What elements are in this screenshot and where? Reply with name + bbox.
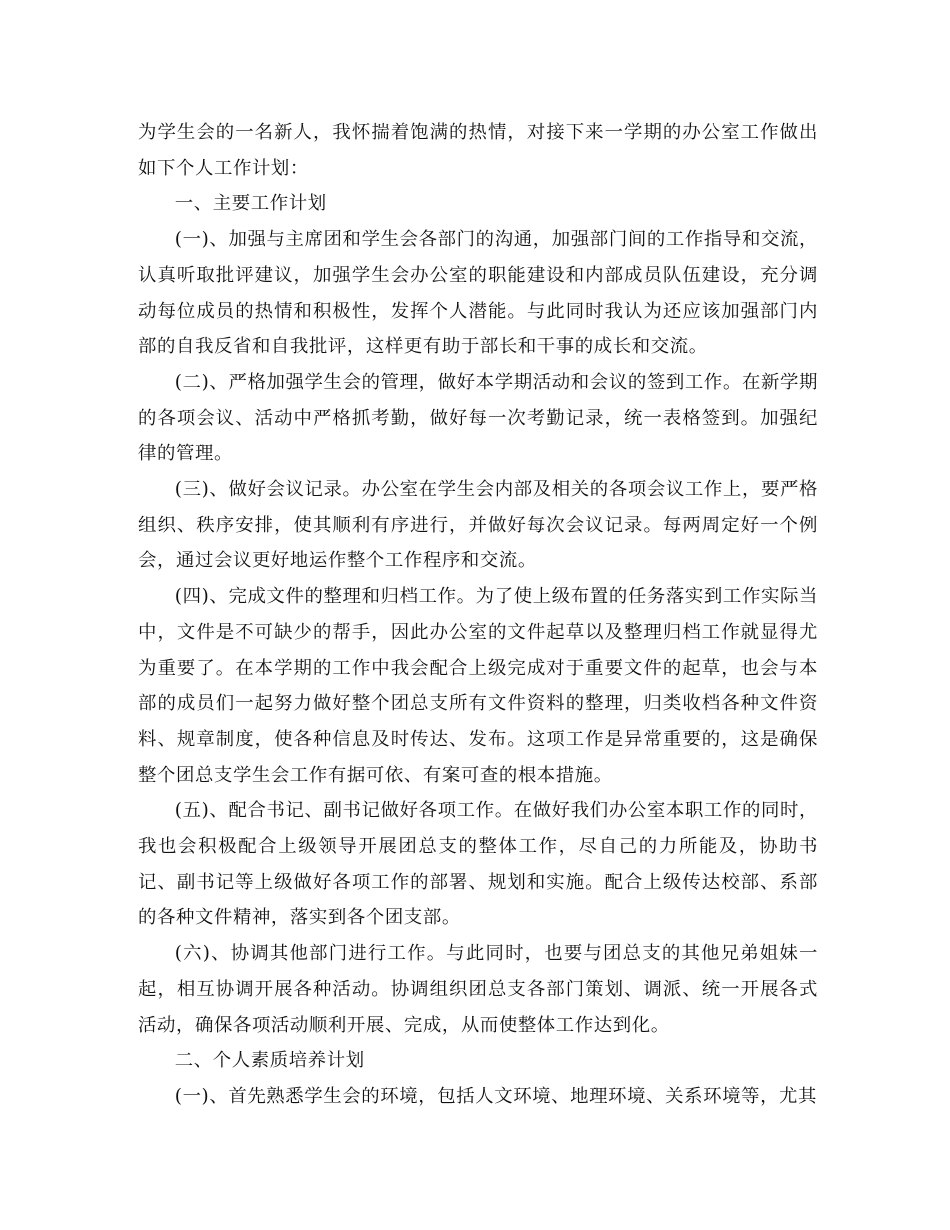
paragraph-item-4: (四)、完成文件的整理和归档工作。为了使上级布置的任务落实到工作实际当中，文件是不可缺少的帮手，因此办公室的文件起草以及整理归档工作就显得尤为重要了。在本学期的工作中我会配合上级完成对于重要文件的起草，也会与本部的成员们一起努力做好整个团总支所有文件资料的整理，归类收档各种文件资料、规章制度，使各种信息及时传达、发布。这项工作是异常重要的，这是确保整个团总支学生会工作有据可依、有案可查的根本措施。	[138, 586, 818, 786]
paragraph-item-5: (五)、配合书记、副书记做好各项工作。在做好我们办公室本职工作的同时，我也会积极配合上级领导开展团总支的整体工作，尽自己的力所能及，协助书记、副书记等上级做好各项工作的部署、规划和实施。配合上级传达校部、系部的各种文件精神，落实到各个团支部。	[138, 800, 818, 929]
paragraph-item-2: (二)、严格加强学生会的管理，做好本学期活动和会议的签到工作。在新学期的各项会议、活动中严格抓考勤，做好每一次考勤记录，统一表格签到。加强纪律的管理。	[138, 371, 818, 465]
paragraph-intro: 为学生会的一名新人，我怀揣着饱满的热情，对接下来一学期的办公室工作做出如下个人工作计划：	[138, 122, 818, 179]
paragraph-item-6: (六)、协调其他部门进行工作。与此同时，也要与团总支的其他兄弟姐妹一起，相互协调开展各种活动。协调组织团总支各部门策划、调派、统一开展各式活动，确保各项活动顺利开展、完成，从而使整体工作达到化。	[138, 943, 818, 1036]
paragraph-quality-item-1: (一)、首先熟悉学生会的环境，包括人文环境、地理环境、关系环境等，尤其	[174, 1085, 818, 1107]
document-body	[138, 115, 818, 1115]
paragraph-item-3: (三)、做好会议记录。办公室在学生会内部及相关的各项会议工作上，要严格组织、秩序安排，使其顺利有序进行，并做好每次会议记录。每两周定好一个例会，通过会议更好地运作整个工作程序和交流。	[138, 479, 818, 572]
section-heading-personal-quality-plan: 二、个人素质培养计划	[174, 1050, 365, 1072]
paragraph-item-1: (一)、加强与主席团和学生会各部门的沟通，加强部门间的工作指导和交流，认真听取批评建议，加强学生会办公室的职能建设和内部成员队伍建设，充分调动每位成员的热情和积极性，发挥个人潜能。与此同时我认为还应该加强部门内部的自我反省和自我批评，这样更有助于部长和干事的成长和交流。	[138, 229, 818, 358]
section-heading-main-work-plan: 一、主要工作计划	[174, 193, 327, 215]
